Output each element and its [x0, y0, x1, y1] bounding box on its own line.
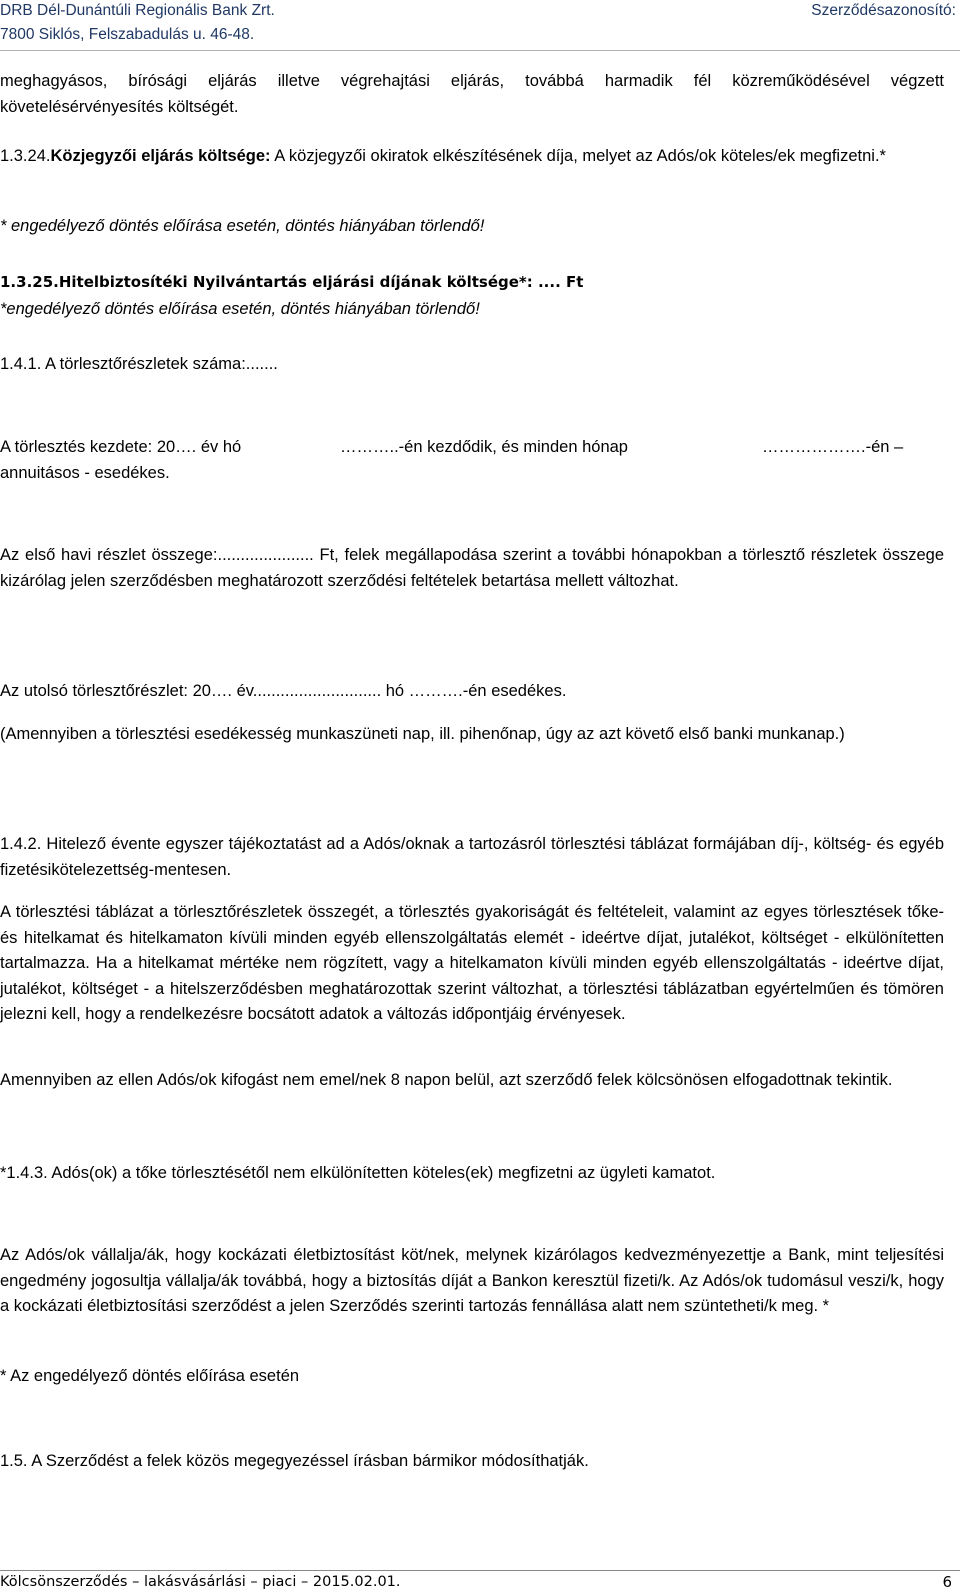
section-1-3-24 [0, 144, 944, 170]
repayment-start-line-part1: A törlesztés kezdete: 20…. év hó [0, 438, 242, 456]
contract-id-label: Szerződésazonosító: [811, 2, 956, 19]
section-1-4-1: 1.4.1. A törlesztőrészletek száma:....... [0, 355, 278, 373]
life-insurance-paragraph: Az Adós/ok vállalja/ák, hogy kockázati életbiztosítást köt/nek, melynek kizárólagos kedvezményezettje a Bank, mint teljesítési engedmény jogosultja vállalja/ák továbbá, hogy a biztosítás díját a Bankon keresztül fizeti/k. Az Adós/ok tudomásul veszi/k, hogy a kockázati életbiztosítási szerződést a jelen Szerződés szerinti tartozás fennállása alatt nem szüntetheti/k meg. * [0, 1246, 944, 1315]
repayment-start-line-part2: ………..-én kezdődik, és minden hónap [340, 438, 628, 456]
section-1-3-24-number: 1.3.24. [0, 147, 51, 165]
section-1-4-2: 1.4.2. Hitelező évente egyszer tájékoztatást ad a Adós/oknak a tartozásról törlesztési táblázat formájában díj-, költség- és egyéb fizetésikötelezettség-mentesen. [0, 835, 944, 879]
page-number: 6 [942, 1573, 952, 1591]
footer-document-title: Kölcsönszerződés – lakásvásárlási – piaci – 2015.02.01. [0, 1574, 401, 1590]
page-footer [0, 1570, 960, 1594]
holiday-rule-paragraph: (Amennyiben a törlesztési esedékesség munkaszüneti nap, ill. pihenőnap, úgy az azt követő első banki munkanap.) [0, 725, 845, 743]
section-1-4-3: *1.4.3. Adós(ok) a tőke törlesztésétől nem elkülönítetten köteles(ek) megfizetni az ügyleti kamatot. [0, 1164, 716, 1182]
repayment-start-line-part3: ……………….-én – [762, 438, 904, 456]
repayment-start-line-part4: annuitásos - esedékes. [0, 464, 170, 482]
section-1-3-24-text: A közjegyzői okiratok elkészítésének díja, melyet az Adós/ok köteles/ek megfizetni.* [270, 147, 886, 165]
note-authorization-3: * Az engedélyező döntés előírása esetén [0, 1367, 300, 1385]
section-1-5: 1.5. A Szerződést a felek közös megegyezéssel írásban bármikor módosíthatják. [0, 1452, 589, 1470]
paragraph-enforcement-costs: meghagyásos, bírósági eljárás illetve végrehajtási eljárás, továbbá harmadik fél közreműködésével végzett követelésérvényesítés költségét. [0, 72, 944, 116]
note-authorization-2: *engedélyező döntés előírása esetén, döntés hiányában törlendő! [0, 300, 480, 318]
section-1-3-25: 1.3.25.Hitelbiztosítéki Nyilvántartás eljárási díjának költsége*: .... Ft [0, 273, 584, 291]
section-1-3-24-title: Közjegyzői eljárás költsége: [50, 147, 271, 165]
first-installment-paragraph: Az első havi részlet összege:..................... Ft, felek megállapodása szerint a további hónapokban a törlesztő részletek összege kizárólag jelen szerződésben meghatározott szerződési feltételek betartása mellett változhat. [0, 546, 944, 590]
note-authorization-1: * engedélyező döntés előírása esetén, döntés hiányában törlendő! [0, 217, 485, 235]
last-installment-line: Az utolsó törlesztőrészlet: 20…. év............................ hó ……….-én esedékes. [0, 682, 567, 700]
page-header [0, 0, 960, 51]
bank-name: DRB Dél-Dunántúli Regionális Bank Zrt. [0, 2, 275, 19]
amortization-table-paragraph: A törlesztési táblázat a törlesztőrészletek összegét, a törlesztés gyakoriságát és feltételeit, valamint az egyes törlesztések tőke- és hitelkamat és hitelkamaton kívüli minden egyéb ellenszolgáltatás elemét - ideértve díjat, jutalékot, költséget - elkülönítetten tartalmazza. Ha a hitelkamat mértéke nem rögzített, vagy a hitelkamaton kívüli minden egyéb ellenszolgáltatás - ideértve díjat, jutalékot, költséget - a hitelszerződésben meghatározottak szerint változhat, a törlesztési táblázatban egyértelműen és tömören jelezni kell, hogy a rendelkezésre bocsátott adatok a változás időpontjáig érvényesek. [0, 903, 944, 1023]
bank-address: 7800 Siklós, Felszabadulás u. 46-48. [0, 26, 255, 43]
objection-paragraph: Amennyiben az ellen Adós/ok kifogást nem emel/nek 8 napon belül, azt szerződő felek kölcsönösen elfogadottnak tekintik. [0, 1071, 893, 1089]
